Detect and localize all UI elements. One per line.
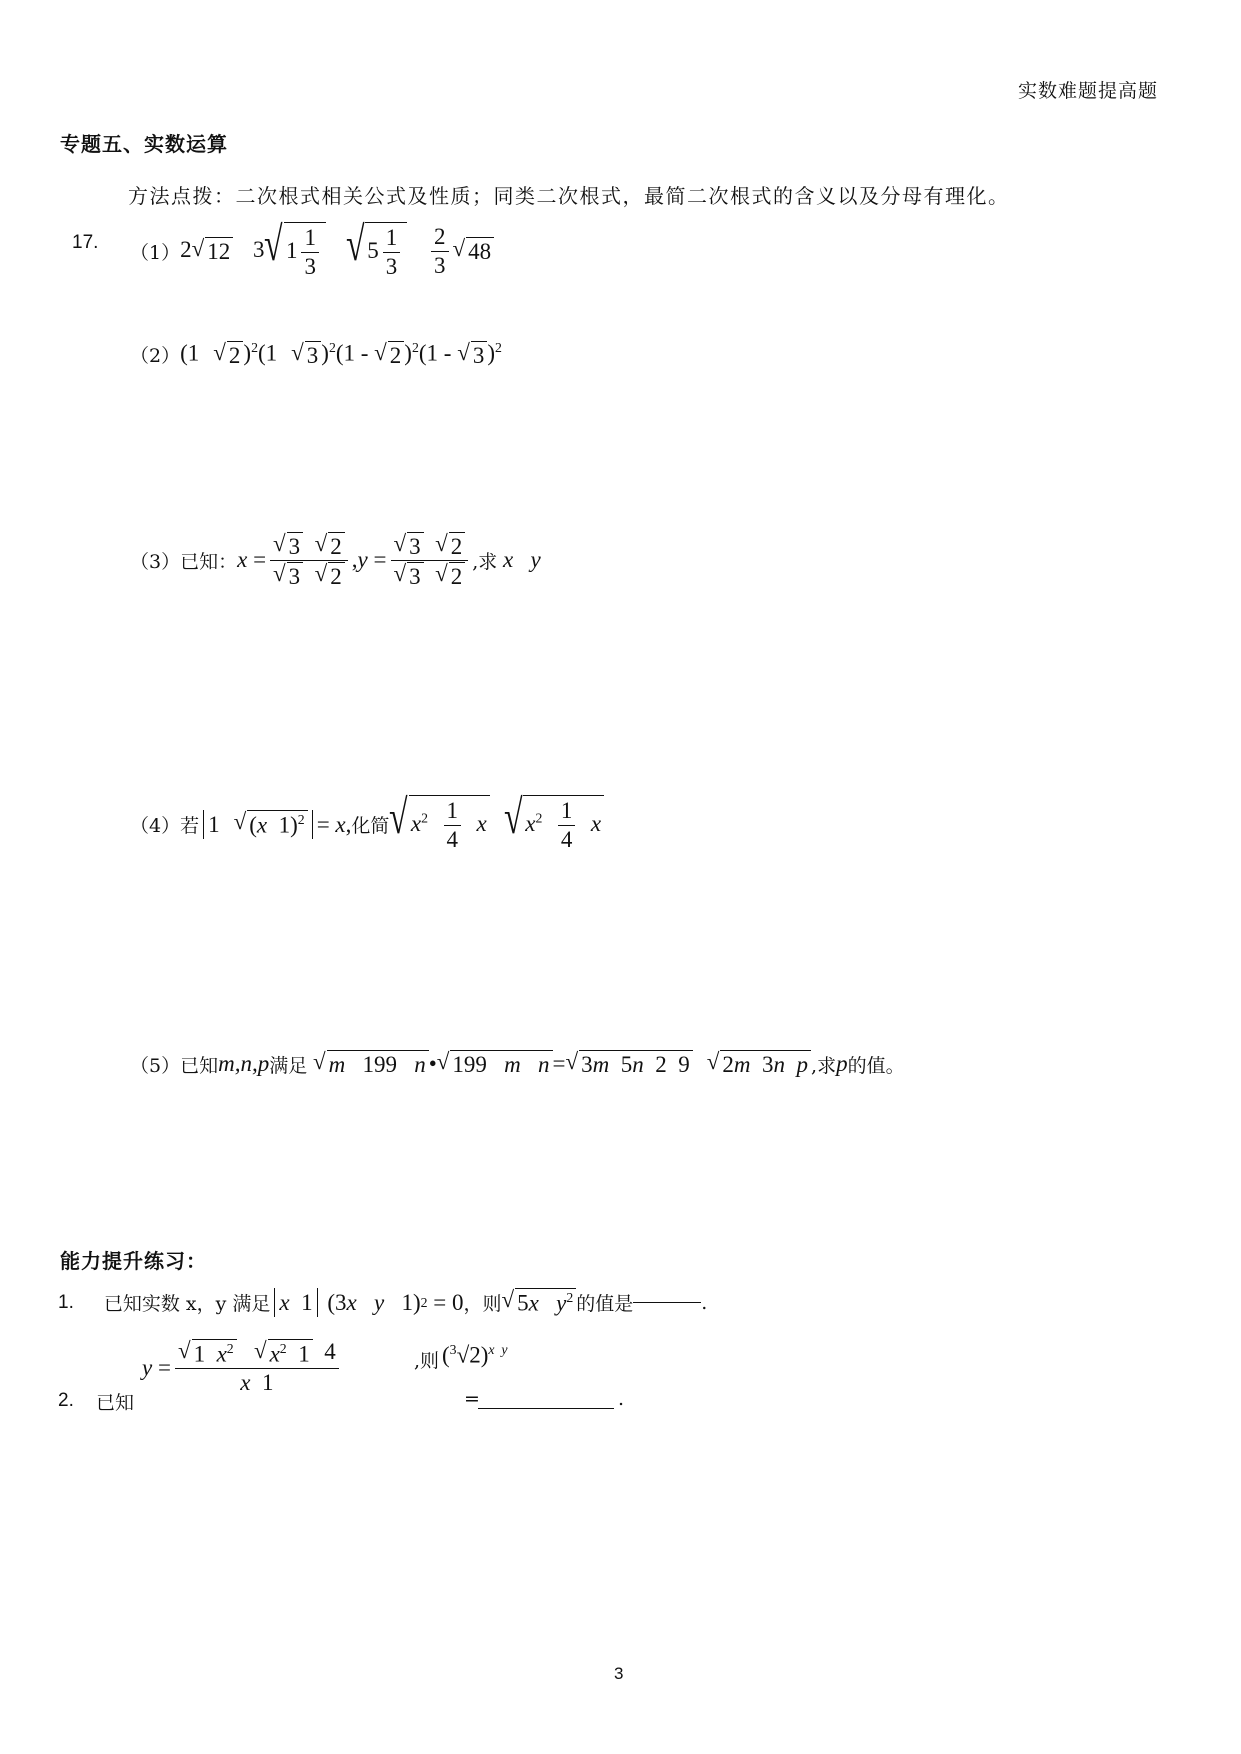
problem-17-3 [130,530,541,591]
page-number: 3 [614,1664,624,1683]
answer-blank[interactable] [478,1388,614,1409]
math-expression: 1 √ (x 1)$^2$ = x , [199,810,351,839]
problem-17-5 [130,1050,905,1078]
question-number: 2. [58,1390,74,1411]
ability-question-2 [58,1338,758,1418]
math-target: √ 5x $y^2$ [502,1288,577,1317]
question-number: 1. [58,1291,74,1313]
ability-question-1 [58,1288,707,1317]
then-text: ，则 [463,1293,502,1316]
question-text: 已知实数 x，y 满足 [103,1293,271,1316]
part-label: （1） [130,242,181,265]
page-header-title: 实数难题提高题 [1018,80,1159,102]
math-expression: 2 √ 12 3 √ 1 $\frac{1}{3}$ √ 5 $\frac{1}{3}$ $\frac{2}{3}$ √ 48 [180,222,494,281]
math-simplify: √ $x^2$ $\frac{1}{4}$ x √ $x^2$ $\frac{1}{4}$ x [389,795,604,854]
problem-17-4 [130,791,604,854]
method-note: 方法点拨：二次根式相关公式及性质；同类二次根式，最简二次根式的含义以及分母有理化。 [128,184,1010,208]
section-title: 专题五、实数运算 [60,132,228,156]
ability-section-title: 能力提升练习： [60,1249,207,1273]
part-label: （3）已知： [130,550,238,573]
question-text: 已知 [96,1392,135,1414]
problem-17-1 [130,218,494,281]
math-expression: (1 √ 2 )$^2$(1 √ 3 )$^2$(1 - √ 2 )$^2$(1 - √ 3 )$^2$ [180,340,502,369]
question-number-17: 17. [72,232,99,253]
simplify-text: 化简 [351,815,390,838]
ask-text: ,求 [811,1054,837,1077]
part-label: （2） [130,345,181,368]
math-target: x y [503,547,541,573]
vars-text [218,1051,269,1077]
problem-17-2 [130,340,502,370]
math-power: $(^3√2)^{x y}$ [442,1342,508,1368]
end-mark: . [618,1388,625,1410]
equals-text: = [464,1388,480,1410]
tail-text: 的值。 [847,1054,905,1077]
math-expression: x = √ 3 √ 2 √ 3 √ 2 , y = √ 3 √ 2 √ 3 √ 2 [237,530,472,591]
part-label: （4）若 [130,815,200,838]
math-condition: x 1 (3 x y 1) 2 = 0 [270,1288,463,1317]
math-expression: √ m 199 n • √ 199 m n = √ 3m 5n 2 9 √ 2m 3n p [307,1050,811,1078]
then-text: ,则 [414,1350,440,1372]
part-label: （5）已知 [130,1054,219,1077]
ask-text: ,求 [472,550,498,573]
tail-text: 的值是 [576,1293,634,1316]
ask-var-text: p [836,1051,848,1077]
math-expression: y = √ 1 $x^2$ √ $x^2$ 1 4 x 1 [142,1338,343,1398]
answer-blank[interactable] [633,1302,701,1303]
ask-var [836,1051,848,1077]
end-mark: . [701,1291,708,1314]
vars: m,n,p [218,1051,270,1077]
cond-text: 满足 [269,1054,308,1077]
